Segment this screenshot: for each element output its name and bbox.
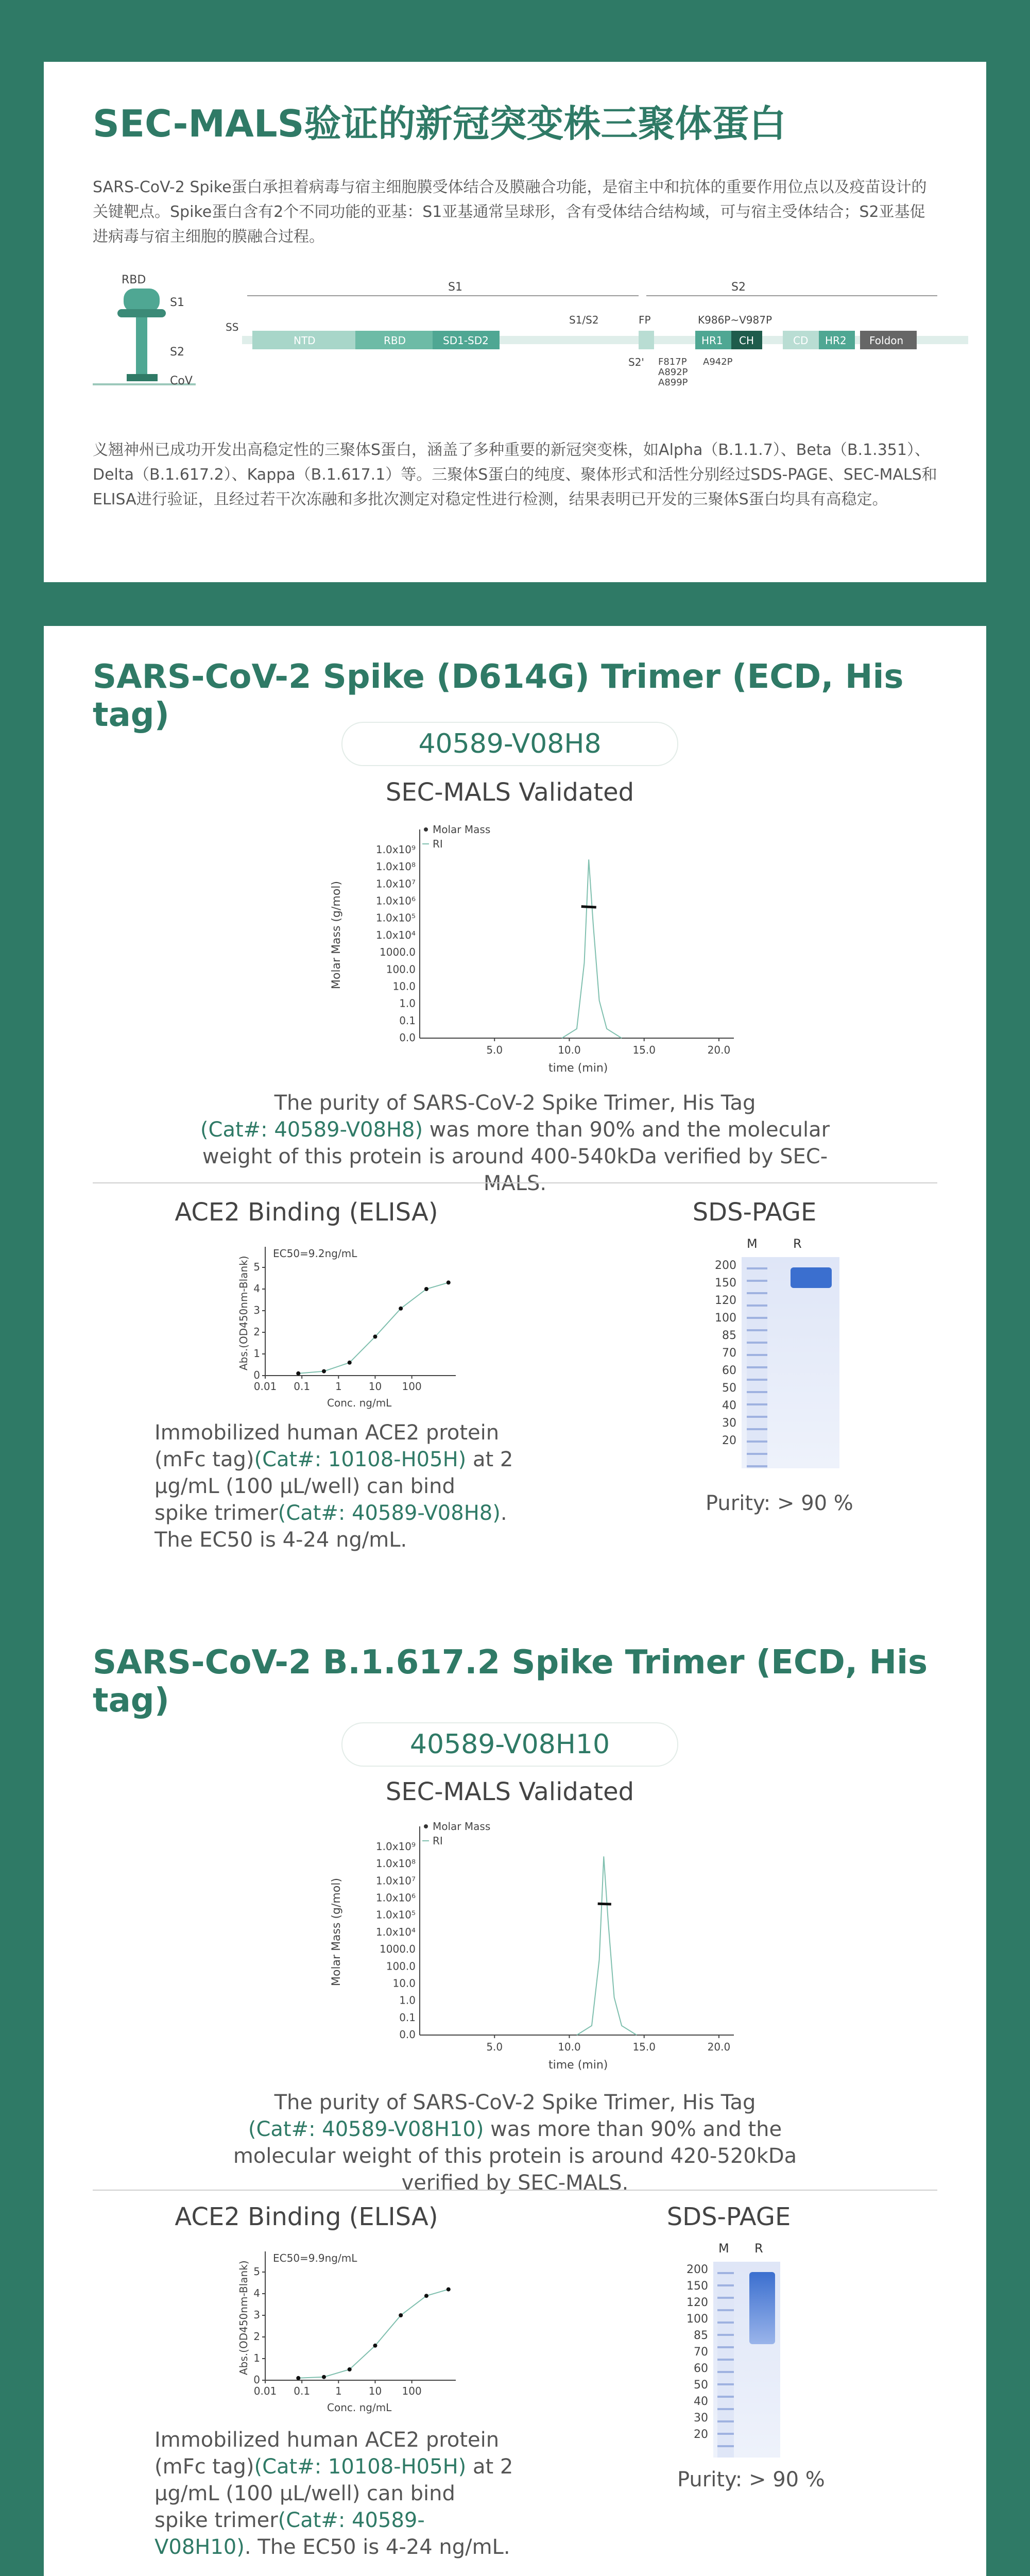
gel-ladder (747, 1257, 767, 1468)
d614g-divider (93, 1182, 937, 1183)
x-tick-label: 10.0 (558, 2041, 581, 2053)
d614g-sds-gel: M R 200 150 120 100 85 70 60 50 40 30 20 Purity: > 90 % (706, 1236, 853, 1515)
delta-sds-gel: M R 200 150 120 100 85 70 60 50 40 30 20 Purity: > 90 % (677, 2241, 825, 2492)
delta-ace2-catalog-link[interactable]: (Cat#: 10108-H05H) (254, 2455, 467, 2479)
y-tick-label: 1 (253, 1347, 260, 1360)
delta-title: SARS-CoV-2 B.1.617.2 Spike Trimer (ECD, His tag) (93, 1643, 928, 1720)
d614g-title: SARS-CoV-2 Spike (D614G) Trimer (ECD, His tag) (93, 658, 904, 734)
y-tick-label: 1000.0 (380, 1943, 416, 1956)
y-tick-label: 1.0x10⁷ (375, 1874, 416, 1887)
delta-elisa-caption: Immobilized human ACE2 protein (mFc tag)(Cat#: 10108-H05H) at 2 μg/mL (100 μL/well) can bind spike trimer(Cat#: 40589-V08H10). The EC50 is 4-24 ng/mL. (154, 2428, 513, 2559)
d614g-purity: Purity: > 90 % (706, 1492, 853, 1515)
gel-image (742, 1257, 839, 1468)
y-tick-label: 2 (253, 1326, 260, 1338)
x-tick-label: 5.0 (486, 2041, 503, 2053)
y-tick-label: 1.0x10⁹ (375, 843, 416, 856)
svg-text:NTD: NTD (294, 334, 316, 347)
d614g-sec-ylabel: Molar Mass (g/mol) (330, 881, 343, 989)
intro-title: SEC-MALS验证的新冠突变株三聚体蛋白 (93, 102, 786, 145)
y-tick-label: 1.0x10⁵ (375, 1908, 416, 1921)
svg-text:Molar Mass: Molar Mass (433, 1820, 491, 1833)
x-tick-label: 10.0 (558, 1044, 581, 1056)
ri-curve (577, 1856, 637, 2035)
delta-sec-legend (422, 1820, 490, 1847)
gel-image (713, 2262, 780, 2458)
svg-text:Molar Mass: Molar Mass (433, 823, 491, 836)
data-point (322, 2375, 326, 2379)
x-tick-label: 5.0 (486, 1044, 503, 1056)
svg-text:RBD: RBD (384, 334, 406, 347)
x-tick-label: 20.0 (707, 1044, 731, 1056)
x-tick-label: 20.0 (707, 2041, 731, 2053)
delta-elisa-ylabel: Abs.(OD450nm-Blank) (237, 2260, 250, 2375)
diagram-fp: FP (639, 314, 651, 326)
x-tick-label: 0.01 (253, 2385, 277, 2397)
delta-sec-chart (291, 1811, 754, 2084)
y-tick-label: 3 (253, 2309, 260, 2321)
gel-markers: 200 150 120 100 85 70 60 50 40 30 20 (715, 1259, 736, 1447)
x-tick-label: 15.0 (632, 1044, 656, 1056)
x-tick-label: 100 (402, 1380, 422, 1393)
d614g-elisa-ylabel: Abs.(OD450nm-Blank) (237, 1256, 250, 1370)
svg-text:RI: RI (433, 838, 443, 850)
data-point (424, 2294, 428, 2298)
delta-sds-title: SDS-PAGE (666, 2202, 791, 2231)
diagram-k986p: K986P~V987P (698, 314, 772, 326)
y-tick-label: 4 (253, 2287, 260, 2299)
delta-spike-catalog-link[interactable]: (Cat#: 40589-V08H10) (154, 2509, 425, 2559)
d614g-elisa-xlabel: Conc. ng/mL (327, 1397, 392, 1409)
d614g-sec-xlabel: time (min) (548, 1062, 608, 1075)
diagram-top-s2: S2 (731, 281, 746, 294)
x-tick-label: 10 (368, 2385, 382, 2397)
y-tick-label: 1.0x10⁷ (375, 877, 416, 890)
intro-panel (44, 62, 986, 582)
molar-mass-line (581, 907, 596, 908)
d614g-elisa-chart (198, 1236, 476, 1412)
data-point (373, 2344, 377, 2348)
d614g-sec-title: SEC-MALS Validated (385, 778, 634, 807)
y-tick-label: 1.0x10⁸ (375, 1857, 416, 1870)
svg-text:HR2: HR2 (825, 334, 847, 347)
x-tick-label: 0.1 (294, 2385, 311, 2397)
delta-elisa-title: ACE2 Binding (ELISA) (175, 2202, 438, 2231)
y-tick-label: 3 (253, 1304, 260, 1316)
data-point (447, 2287, 451, 2292)
x-tick-label: 10 (368, 1380, 382, 1393)
gel-markers: 200 150 120 100 85 70 60 50 40 30 20 (686, 2263, 708, 2441)
delta-elisa-xlabel: Conc. ng/mL (327, 2401, 392, 2414)
y-tick-label: 0.0 (399, 2028, 416, 2041)
x-tick-label: 0.1 (294, 1380, 311, 1393)
fit-curve (298, 1282, 449, 1373)
d614g-elisa-title: ACE2 Binding (ELISA) (175, 1198, 438, 1227)
y-tick-label: 5 (253, 1261, 260, 1273)
data-point (348, 2367, 352, 2371)
svg-text:Foldon: Foldon (869, 334, 904, 347)
d614g-sec-legend (422, 823, 490, 850)
d614g-catalog-badge: 40589-V08H8 (342, 723, 677, 765)
intro-paragraph-2: 义翘神州已成功开发出高稳定性的三聚体S蛋白，涵盖了多种重要的新冠突变株，如Alpha（B.1.1.7）、Beta（B.1.351）、Delta（B.1.617.2）、Kappa（B.1.617.1）等。三聚体S蛋白的纯度、聚体形式和活性分别经过SDS-PAGE、SEC-MALS和ELISA进行验证，且经过若干次冻融和多批次测定对稳定性进行检测，结果表明已开发的三聚体S蛋白均具有高稳定。 (93, 441, 937, 509)
y-tick-label: 1.0x10⁴ (375, 928, 416, 941)
y-tick-label: 10.0 (392, 980, 416, 993)
y-tick-label: 0.0 (399, 1031, 416, 1044)
delta-sec-catalog-link[interactable]: (Cat#: 40589-V08H10) (248, 2117, 484, 2141)
svg-text:HR1: HR1 (701, 334, 723, 347)
y-tick-label: 100.0 (386, 963, 416, 976)
y-tick-label: 1.0x10⁵ (375, 911, 416, 924)
y-tick-label: 1 (253, 2352, 260, 2364)
diagram-s2prime: S2' (628, 356, 644, 368)
validation-panel (44, 626, 986, 2576)
intro-paragraph-1: SARS-CoV-2 Spike蛋白承担着病毒与宿主细胞膜受体结合及膜融合功能，是宿主中和抗体的重要作用位点以及疫苗设计的关键靶点。Spike蛋白含有2个不同功能的亚基：S1亚基通常呈球形，含有受体结合结构域，可与宿主受体结合；S2亚基促进病毒与宿主细胞的膜融合过程。 (93, 178, 927, 246)
x-tick-label: 100 (402, 2385, 422, 2397)
svg-text:CH: CH (739, 334, 754, 347)
d614g-elisa-caption: Immobilized human ACE2 protein (mFc tag)(Cat#: 10108-H05H) at 2 μg/mL (100 μL/well) can bind spike trimer(Cat#: 40589-V08H8). The EC50 is 4-24 ng/mL. (154, 1421, 513, 1552)
data-point (399, 2313, 403, 2317)
x-tick-label: 15.0 (632, 2041, 656, 2053)
diagram-cov: CoV (170, 375, 193, 387)
diagram-s2: S2 (170, 346, 184, 359)
spike-structure-diagram (93, 273, 968, 407)
gel-band (749, 2272, 775, 2344)
diagram-ss: SS (226, 321, 239, 333)
x-tick-label: 1 (335, 2385, 342, 2397)
y-tick-label: 0 (253, 1369, 260, 1381)
y-tick-label: 1.0x10⁴ (375, 1925, 416, 1938)
y-tick-label: 1.0 (399, 1994, 416, 2007)
delta-elisa-chart (198, 2241, 476, 2416)
d614g-sec-chart (291, 814, 754, 1087)
data-point (296, 2376, 300, 2380)
delta-sec-xlabel: time (min) (548, 2059, 608, 2072)
d614g-sec-caption: The purity of SARS-CoV-2 Spike Trimer, His Tag (Cat#: 40589-V08H8) was more than 90% and the molecular weight of this protein is around 400-540kDa verified by SEC-MALS. (200, 1091, 830, 1195)
x-tick-label: 0.01 (253, 1380, 277, 1393)
data-point (296, 1371, 300, 1376)
diagram-f817p: F817P (658, 357, 687, 367)
delta-catalog-badge: 40589-V08H10 (342, 1723, 677, 1766)
gel-ladder (717, 2262, 734, 2458)
delta-sec-ylabel: Molar Mass (g/mol) (330, 1878, 343, 1986)
diagram-top-s1: S1 (448, 281, 462, 294)
y-tick-label: 1.0x10⁶ (375, 894, 416, 907)
d614g-ace2-catalog-link[interactable]: (Cat#: 10108-H05H) (254, 1448, 467, 1471)
diagram-a942p: A942P (703, 357, 733, 367)
fit-curve (298, 2290, 449, 2378)
y-tick-label: 1.0x10⁹ (375, 1840, 416, 1853)
data-point (447, 1280, 451, 1284)
data-point (348, 1361, 352, 1365)
y-tick-label: 2 (253, 2330, 260, 2343)
d614g-sec-catalog-link[interactable]: (Cat#: 40589-V08H8) (200, 1118, 423, 1142)
diagram-s1: S1 (170, 296, 184, 309)
d614g-ec50: EC50=9.2ng/mL (273, 1247, 357, 1260)
delta-sec-title: SEC-MALS Validated (385, 1777, 634, 1806)
y-tick-label: 0.1 (399, 2011, 416, 2024)
diagram-a899p: A899P (658, 377, 688, 388)
x-tick-label: 1 (335, 1380, 342, 1393)
y-tick-label: 1.0x10⁸ (375, 860, 416, 873)
d614g-spike-catalog-link[interactable]: (Cat#: 40589-V08H8) (278, 1501, 501, 1525)
diagram-rbd: RBD (122, 274, 146, 286)
delta-ec50: EC50=9.9ng/mL (273, 2252, 357, 2264)
data-point (322, 1369, 326, 1374)
data-point (373, 1334, 377, 1338)
y-tick-label: 4 (253, 1282, 260, 1295)
data-point (399, 1307, 403, 1311)
y-tick-label: 0.1 (399, 1014, 416, 1027)
gel-band (791, 1267, 832, 1288)
delta-sec-caption: The purity of SARS-CoV-2 Spike Trimer, His Tag (Cat#: 40589-V08H10) was more than 90% and the molecular weight of this protein is around 420-520kDa verified by SEC-MALS. (233, 2091, 797, 2195)
y-tick-label: 1.0x10⁶ (375, 1891, 416, 1904)
y-tick-label: 100.0 (386, 1960, 416, 1973)
y-tick-label: 5 (253, 2265, 260, 2278)
svg-text:SD1-SD2: SD1-SD2 (443, 334, 489, 347)
svg-text:CD: CD (793, 334, 809, 347)
y-tick-label: 1000.0 (380, 946, 416, 959)
svg-text:RI: RI (433, 1835, 443, 1847)
y-tick-label: 1.0 (399, 997, 416, 1010)
delta-purity: Purity: > 90 % (677, 2468, 825, 2492)
ri-curve (562, 859, 622, 1038)
delta-divider (93, 2190, 937, 2191)
diagram-a892p: A892P (658, 367, 688, 378)
d614g-sds-title: SDS-PAGE (692, 1198, 817, 1227)
data-point (424, 1287, 428, 1291)
y-tick-label: 0 (253, 2374, 260, 2386)
y-tick-label: 10.0 (392, 1977, 416, 1990)
diagram-s1s2: S1/S2 (569, 314, 599, 326)
